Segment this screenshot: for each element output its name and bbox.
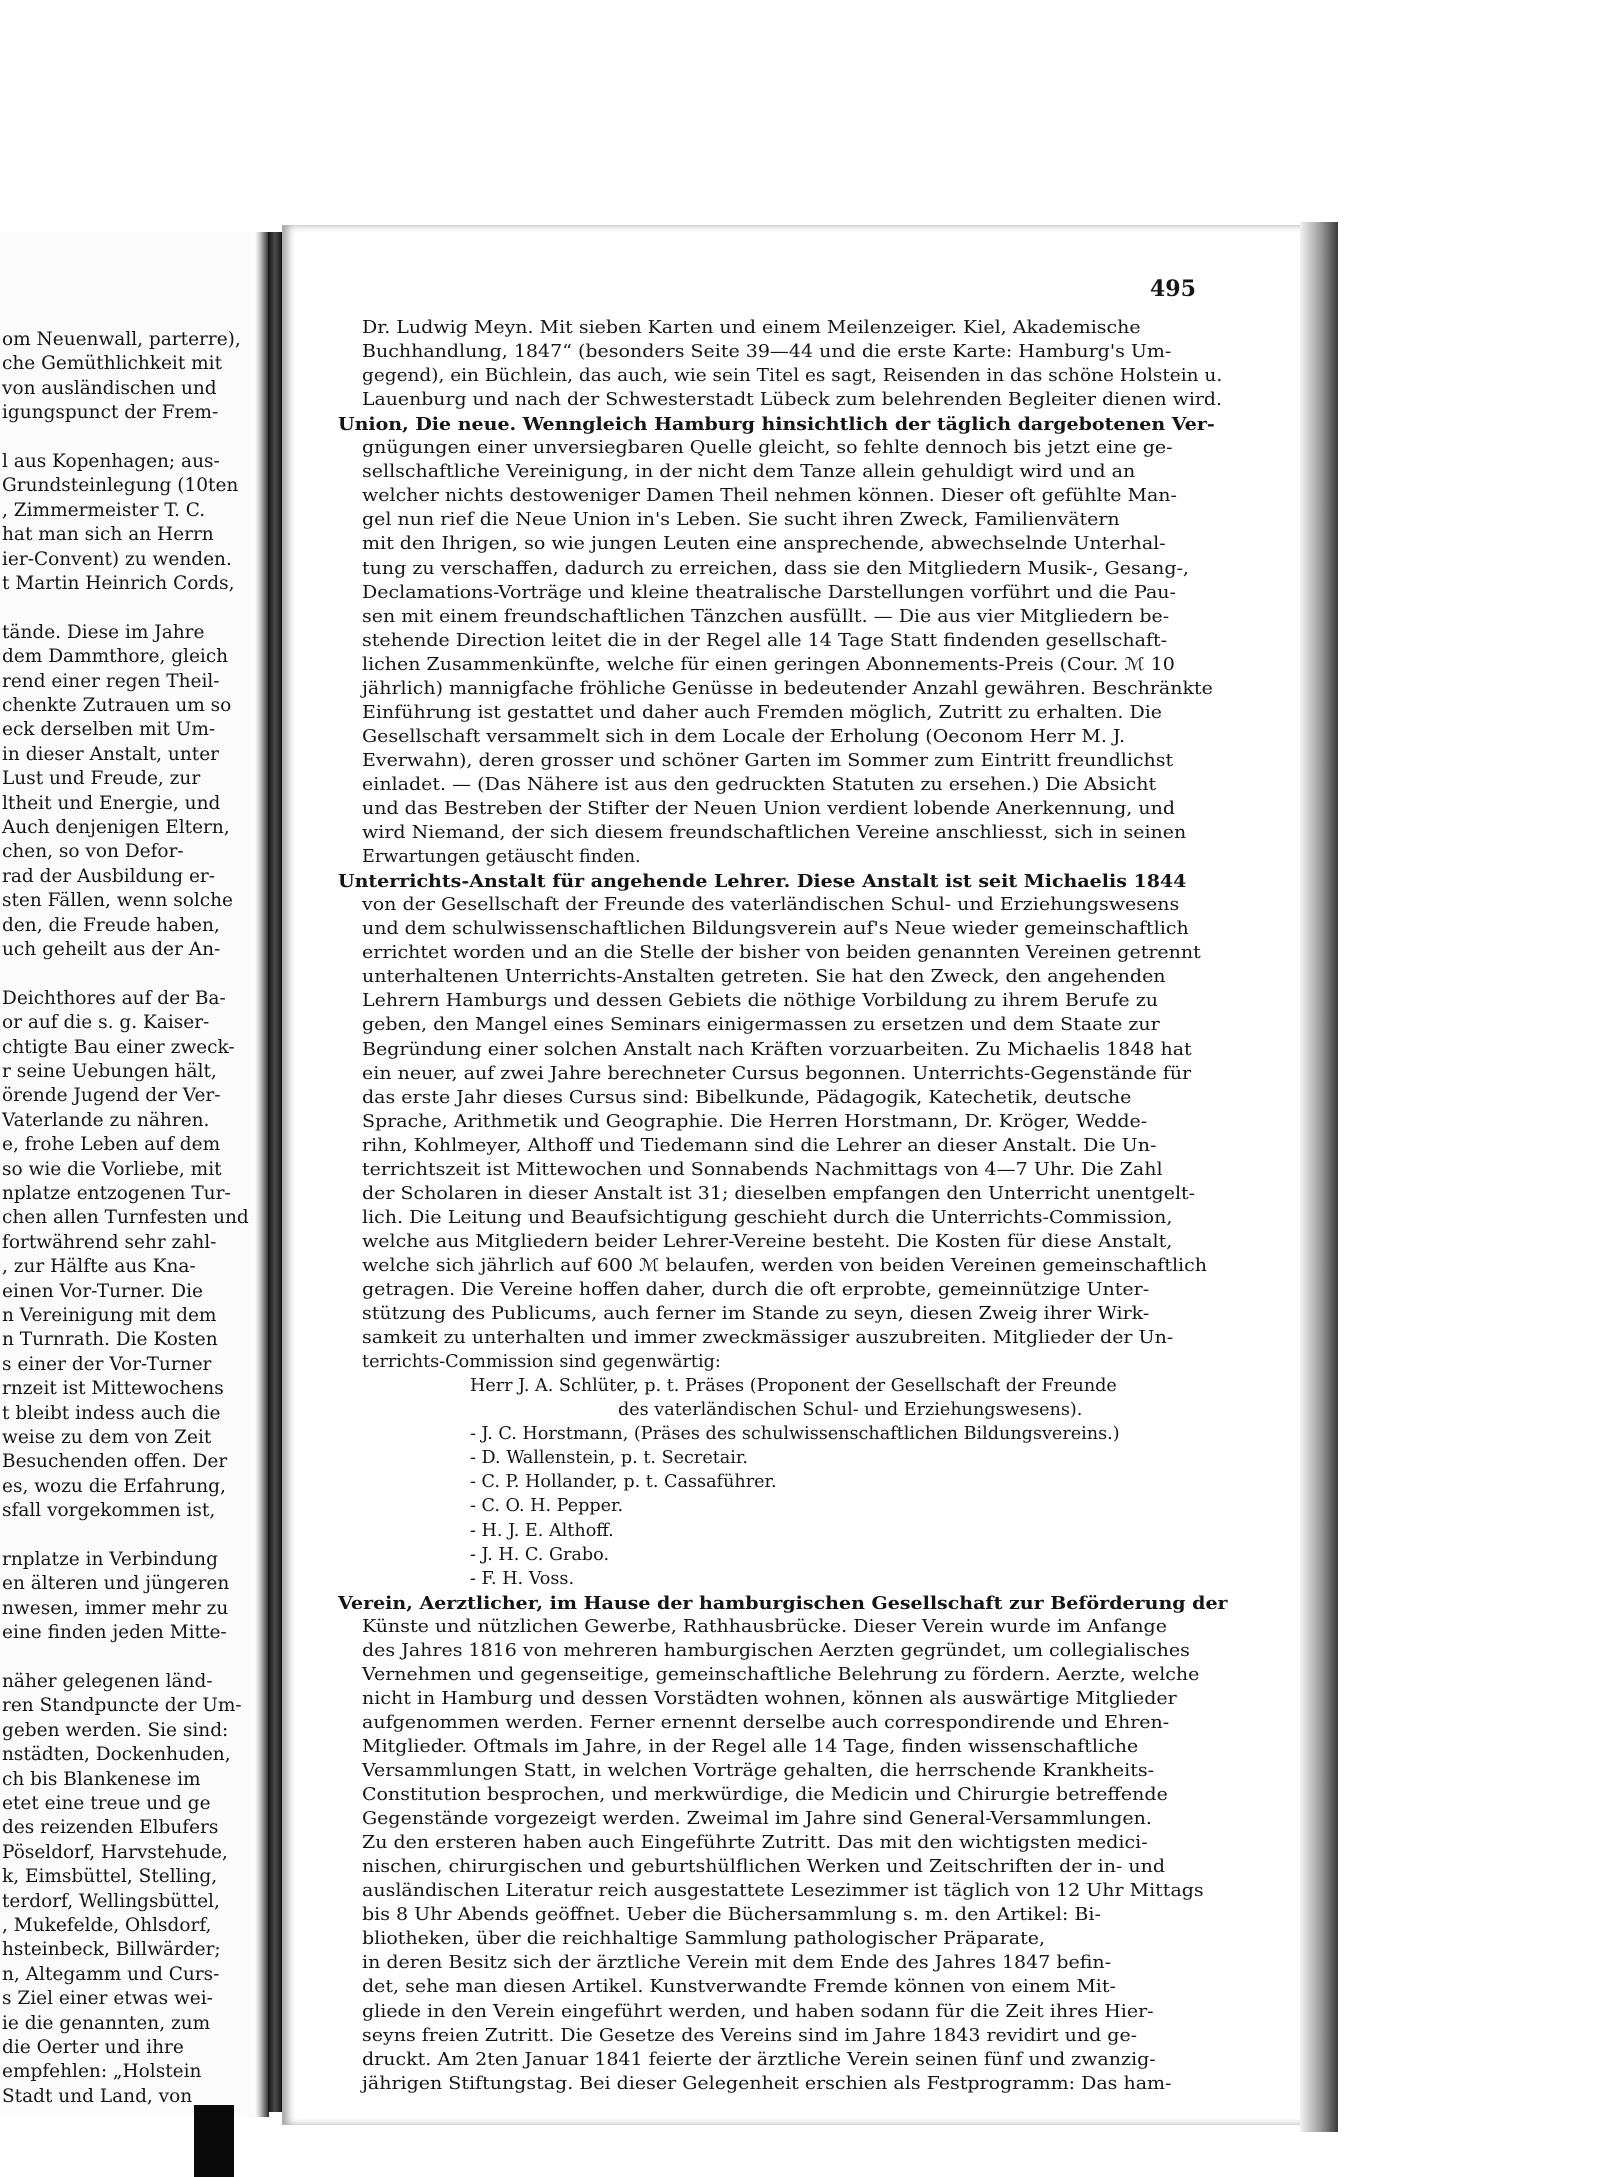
text-line: Dr. Ludwig Meyn. Mit sieben Karten und einem Meilenzeiger. Kiel, Akademische	[362, 318, 1141, 338]
text-line: Vernehmen und gegenseitige, gemeinschaftliche Belehrung zu fördern. Aerzte, welche	[362, 1664, 1200, 1685]
right-page-edge	[1300, 222, 1338, 2132]
left-page-line: Deichthores auf der Ba-	[2, 987, 226, 1009]
text-line: rihn, Kohlmeyer, Althoff und Tiedemann sind die Lehrer an dieser Anstalt. Die Un-	[362, 1135, 1157, 1156]
left-page-line: Besuchenden offen. Der	[2, 1451, 228, 1473]
left-page-line: nstädten, Dockenhuden,	[2, 1744, 231, 1766]
left-page-line: n, Altegamm und Curs-	[2, 1963, 220, 1985]
text-line: gliede in den Verein eingeführt werden, und haben sodann für die Zeit ihres Hier-	[362, 2001, 1154, 2022]
left-page-line: s einer der Vor-Turner	[2, 1353, 212, 1375]
text-line: nischen, chirurgischen und geburtshülflichen Werken und Zeitschriften der in- und	[362, 1857, 1166, 1878]
text-line: Gegenstände vorgezeigt werden. Zweimal im Jahre sind General-Versammlungen.	[362, 1809, 1152, 1830]
left-page-edge	[255, 232, 269, 2117]
text-line: stehende Direction leitet die in der Regel alle 14 Tage Statt findenden gesellschaft-	[362, 630, 1168, 651]
left-page-line: t bleibt indess auch die	[2, 1402, 221, 1424]
text-line: gegend), ein Büchlein, das auch, wie sein Titel es sagt, Reisenden in das schöne Holstein u.	[362, 366, 1223, 387]
left-page-line: von ausländischen und	[2, 377, 217, 399]
text-line: Everwahn), deren grosser und schöner Garten im Sommer zum Eintritt freundlichst	[362, 750, 1174, 771]
text-line: in deren Besitz sich der ärztliche Verein mit dem Ende des Jahres 1847 befin-	[362, 1953, 1112, 1974]
text-line: Herr J. A. Schlüter, p. t. Präses (Proponent der Gesellschaft der Freunde	[470, 1376, 1117, 1397]
left-page-line: eck derselben mit Um-	[2, 719, 216, 741]
left-page-line: nwesen, immer mehr zu	[2, 1597, 229, 1619]
text-line: lichen Zusammenkünfte, welche für einen geringen Abonnements-Preis (Cour. ℳ 10	[362, 654, 1175, 675]
left-page-line: om Neuenwall, parterre),	[2, 329, 241, 350]
left-page-line: so wie die Vorliebe, mit	[2, 1158, 222, 1180]
left-page-line: empfehlen: „Holstein	[2, 2061, 202, 2083]
text-line: bis 8 Uhr Abends geöffnet. Ueber die Büchersammlung s. m. den Artikel: Bi-	[362, 1905, 1101, 1926]
text-line: Lehrern Hamburgs und dessen Gebiets die nöthige Vorbildung zu ihrem Berufe zu	[362, 991, 1158, 1012]
text-line: jährigen Stiftungstag. Bei dieser Gelegenheit erschien als Festprogramm: Das ham-	[362, 2073, 1172, 2094]
text-line: gel nun rief die Neue Union in's Leben. Sie sucht ihren Zweck, Familienvätern	[362, 510, 1120, 531]
text-line: sellschaftliche Vereinigung, in der nicht dem Tanze allein gehuldigt wird und an	[362, 462, 1136, 483]
left-page-line: chtigte Bau einer zweck-	[2, 1036, 235, 1058]
text-line: Verein, Aerztlicher, im Hause der hamburgischen Gesellschaft zur Beförderung der	[338, 1592, 1228, 1614]
text-line: der Scholaren in dieser Anstalt ist 31; dieselben empfangen den Unterricht unentgelt-	[362, 1183, 1196, 1204]
left-page-line: sten Fällen, wenn solche	[2, 890, 234, 912]
text-line: terrichts-Commission sind gegenwärtig:	[362, 1352, 721, 1373]
text-line: - J. H. C. Grabo.	[470, 1544, 610, 1565]
text-line: bliotheken, über die reichhaltige Sammlung pathologischer Präparate,	[362, 1929, 1046, 1950]
left-page-line: l aus Kopenhagen; aus-	[2, 451, 220, 472]
page-number: 495	[1150, 276, 1196, 302]
text-line: Mitglieder. Oftmals im Jahre, in der Regel alle 14 Tage, finden wissenschaftliche	[362, 1736, 1139, 1757]
left-page-line: chen allen Turnfesten und	[2, 1207, 249, 1229]
text-line: tung zu verschaffen, dadurch zu erreichen, dass sie den Mitgliedern Musik-, Gesang-,	[362, 558, 1189, 579]
text-line: unterhaltenen Unterrichts-Anstalten getreten. Sie hat den Zweck, den angehenden	[362, 967, 1166, 988]
left-page-line: den, die Freude haben,	[2, 914, 220, 936]
left-page-line: des reizenden Elbufers	[2, 1817, 219, 1839]
text-line: druckt. Am 2ten Januar 1841 feierte der ärztliche Verein seinen fünf und zwanzig-	[362, 2049, 1156, 2070]
left-page-line: rend einer regen Theil-	[2, 670, 220, 692]
left-page-line: in dieser Anstalt, unter	[2, 743, 219, 765]
spine-strap	[194, 2105, 234, 2177]
text-line: sen mit einem freundschaftlichen Tänzchen ausfüllt. — Die aus vier Mitgliedern be-	[362, 606, 1170, 627]
left-page-line: , Mukefelde, Ohlsdorf,	[2, 1915, 212, 1936]
left-page-line: dem Dammthore, gleich	[2, 646, 229, 668]
text-line: welche sich jährlich auf 600 ℳ belaufen, werden von beiden Vereinen gemeinschaftlich	[362, 1255, 1207, 1276]
left-page-line: näher gelegenen länd-	[2, 1671, 213, 1692]
text-line: welche aus Mitgliedern beider Lehrer-Vereine besteht. Die Kosten für diese Anstalt,	[362, 1231, 1173, 1252]
left-page-line: che Gemüthlichkeit mit	[2, 353, 223, 375]
left-page-line: k, Eimsbüttel, Stelling,	[2, 1866, 218, 1888]
left-page-line: hsteinbeck, Billwärder;	[2, 1939, 221, 1961]
left-page-line: terdorf, Wellingsbüttel,	[2, 1890, 220, 1912]
text-line: von der Gesellschaft der Freunde des vaterländischen Schul- und Erziehungswesens	[362, 895, 1180, 916]
text-line: Begründung einer solchen Anstalt nach Kräften vorzuarbeiten. Zu Michaelis 1848 hat	[362, 1039, 1192, 1060]
text-line: - C. O. H. Pepper.	[470, 1496, 624, 1517]
left-page-line: die Oerter und ihre	[2, 2037, 184, 2058]
text-line: - J. C. Horstmann, (Präses des schulwissenschaftlichen Bildungsvereins.)	[470, 1424, 1120, 1445]
text-line: det, sehe man diesen Artikel. Kunstverwandte Fremde können von einem Mit-	[362, 1977, 1116, 1998]
left-page-line: uch geheilt aus der An-	[2, 939, 221, 960]
left-page-line: Auch denjenigen Eltern,	[2, 817, 230, 838]
left-page-line: ren Standpuncte der Um-	[2, 1695, 242, 1717]
left-page-line: igungspunct der Frem-	[2, 402, 219, 424]
left-page-line: weise zu dem von Zeit	[2, 1427, 212, 1448]
text-line: und das Bestreben der Stifter der Neuen Union verdient lobende Anerkennung, und	[362, 799, 1176, 819]
left-page-line: etet eine treue und ge	[2, 1793, 211, 1814]
text-line: Declamations-Vorträge und kleine theatralische Darstellungen vorführt und die Pau-	[362, 582, 1176, 603]
left-page-line: , zur Hälfte aus Kna-	[2, 1256, 196, 1278]
text-line: nicht in Hamburg und dessen Vorstädten wohnen, können als auswärtige Mitglieder	[362, 1688, 1177, 1709]
left-page-line: en älteren und jüngeren	[2, 1573, 230, 1595]
text-line: lich. Die Leitung und Beaufsichtigung geschieht durch die Unterrichts-Commission,	[362, 1207, 1173, 1228]
text-line: des Jahres 1816 von mehreren hamburgischen Aerzten gegründet, um collegialisches	[362, 1640, 1190, 1661]
left-page-line: e, frohe Leben auf dem	[2, 1134, 221, 1156]
left-page-line: fortwährend sehr zahl-	[2, 1231, 217, 1253]
left-page-line: n Turnrath. Die Kosten	[2, 1329, 218, 1351]
left-page-line: t Martin Heinrich Cords,	[2, 573, 235, 594]
left-page-line: ltheit und Energie, und	[2, 792, 221, 814]
left-page-line: Pöseldorf, Harvstehude,	[2, 1841, 228, 1863]
text-line: wird Niemand, der sich diesem freundschaftlichen Vereine anschliesst, sich in seinen	[362, 823, 1187, 844]
text-line: jährlich) mannigfache fröhliche Genüsse in bedeutender Anzahl gewähren. Beschränkte	[362, 678, 1213, 699]
text-line: Einführung ist gestattet und daher auch Fremden möglich, Zutritt zu erhalten. Die	[362, 702, 1163, 723]
left-page-line: eine finden jeden Mitte-	[2, 1622, 227, 1644]
text-line: aufgenommen werden. Ferner ernennt derselbe auch correspondirende und Ehren-	[362, 1712, 1170, 1733]
text-line: - D. Wallenstein, p. t. Secretair.	[470, 1448, 748, 1469]
text-line: samkeit zu unterhalten und immer zweckmässiger auszubreiten. Mitglieder der Un-	[362, 1328, 1174, 1349]
text-line: Unterrichts-Anstalt für angehende Lehrer. Diese Anstalt ist seit Michaelis 1844	[338, 871, 1187, 893]
text-line: getragen. Die Vereine hoffen daher, durch die oft erprobte, gemeinnützige Unter-	[362, 1280, 1150, 1300]
left-page-line: tände. Diese im Jahre	[2, 621, 205, 643]
text-line: - F. H. Voss.	[470, 1568, 575, 1589]
left-page-line: hat man sich an Herrn	[2, 524, 214, 546]
left-page-line: rad der Ausbildung er-	[2, 865, 215, 887]
text-line: ausländischen Literatur reich ausgestattete Lesezimmer ist täglich von 12 Uhr Mittags	[362, 1881, 1204, 1902]
left-page-line: sfall vorgekommen ist,	[2, 1500, 216, 1522]
text-line: Künste und nützlichen Gewerbe, Rathhausbrücke. Dieser Verein wurde im Anfange	[362, 1616, 1167, 1637]
text-line: Versammlungen Statt, in welchen Vorträge gehalten, die herrschende Krankheits-	[362, 1761, 1155, 1781]
left-page-line: rnzeit ist Mittewochens	[2, 1378, 224, 1400]
text-line: einladet. — (Das Nähere ist aus den gedruckten Statuten zu ersehen.) Die Absicht	[362, 774, 1157, 795]
left-page-line: Lust und Freude, zur	[2, 768, 201, 790]
text-line: Buchhandlung, 1847“ (besonders Seite 39—44 und die erste Karte: Hamburg's Um-	[362, 342, 1172, 363]
text-line: und dem schulwissenschaftlichen Bildungsverein auf's Neue wieder gemeinschaftlich	[362, 919, 1189, 940]
text-line: geben, den Mangel eines Seminars einigermassen zu ersetzen und dem Staate zur	[362, 1015, 1160, 1036]
text-line: Zu den ersteren haben auch Eingeführte Zutritt. Das mit den wichtigsten medici-	[362, 1833, 1148, 1854]
text-line: errichtet worden und an die Stelle der bisher von beiden genannten Vereinen getrennt	[362, 943, 1201, 964]
left-page-line: , Zimmermeister T. C.	[2, 499, 206, 521]
text-line: terrichtszeit ist Mittewochen und Sonnabends Nachmittags von 4—7 Uhr. Die Zahl	[362, 1159, 1163, 1180]
book-spine	[268, 232, 282, 2112]
left-page-line: Stadt und Land, von	[2, 2085, 193, 2107]
text-line: des vaterländischen Schul- und Erziehungswesens).	[618, 1400, 1083, 1421]
text-line: das erste Jahr dieses Cursus sind: Bibelkunde, Pädagogik, Katechetik, deutsche	[362, 1087, 1132, 1108]
text-line: gnügungen einer unversiegbaren Quelle gleicht, so fehlte dennoch bis jetzt eine ge-	[362, 438, 1173, 459]
left-page-line: n Vereinigung mit dem	[2, 1305, 217, 1326]
left-page-line: es, wozu die Erfahrung,	[2, 1475, 226, 1497]
text-line: stützung des Publicums, auch ferner im Stande zu seyn, diesen Zweig ihrer Wirk-	[362, 1304, 1150, 1325]
left-page-line: or auf die s. g. Kaiser-	[2, 1012, 210, 1034]
left-page-line: r seine Uebungen hält,	[2, 1061, 217, 1082]
text-line: - H. J. E. Althoff.	[470, 1520, 614, 1541]
text-line: Gesellschaft versammelt sich in dem Locale der Erholung (Oeconom Herr M. J.	[362, 726, 1126, 747]
text-line: - C. P. Hollander, p. t. Cassaführer.	[470, 1472, 777, 1493]
right-page-text-column	[300, 318, 1228, 2094]
left-page-line: Vaterlande zu nähren.	[2, 1109, 210, 1131]
left-page-line: ie die genannten, zum	[2, 2012, 211, 2034]
left-page-text-column	[0, 329, 249, 2110]
left-page-line: ch bis Blankenese im	[2, 1768, 201, 1790]
text-line: mit den Ihrigen, so wie jungen Leuten eine ansprechende, abwechselnde Unterhal-	[362, 534, 1166, 555]
left-page-line: Grundsteinlegung (10ten	[2, 475, 239, 497]
left-page-line: einen Vor-Turner. Die	[2, 1280, 203, 1302]
text-line: welcher nichts destoweniger Damen Theil nehmen können. Dieser oft gefühlte Man-	[362, 486, 1177, 507]
left-page-line: örende Jugend der Ver-	[2, 1085, 221, 1107]
left-page-line: nplatze entzogenen Tur-	[2, 1183, 231, 1204]
left-page-line: geben werden. Sie sind:	[2, 1719, 229, 1741]
text-line: ein neuer, auf zwei Jahre berechneter Cursus begonnen. Unterrichts-Gegenstände für	[362, 1063, 1192, 1084]
text-line: Sprache, Arithmetik und Geographie. Die Herren Horstmann, Dr. Kröger, Wedde-	[362, 1111, 1148, 1132]
text-line: Lauenburg und nach der Schwesterstadt Lübeck zum belehrenden Begleiter dienen wird.	[362, 390, 1222, 411]
left-page-line: chenkte Zutrauen um so	[2, 695, 232, 716]
text-line: seyns freien Zutritt. Die Gesetze des Vereins sind im Jahre 1843 revidirt und ge-	[362, 2025, 1138, 2046]
text-line: Union, Die neue. Wenngleich Hamburg hinsichtlich der täglich dargebotenen Ver-	[338, 414, 1215, 436]
text-line: Erwartungen getäuscht finden.	[362, 847, 641, 868]
left-page-line: chen, so von Defor-	[2, 841, 184, 863]
left-page-line: s Ziel einer etwas wei-	[2, 1988, 213, 2010]
left-page-line: ier-Convent) zu wenden.	[2, 548, 232, 570]
left-page-line: rnplatze in Verbindung	[2, 1549, 218, 1570]
text-line: Constitution besprochen, und merkwürdige, die Medicin und Chirurgie betreffende	[362, 1785, 1168, 1806]
